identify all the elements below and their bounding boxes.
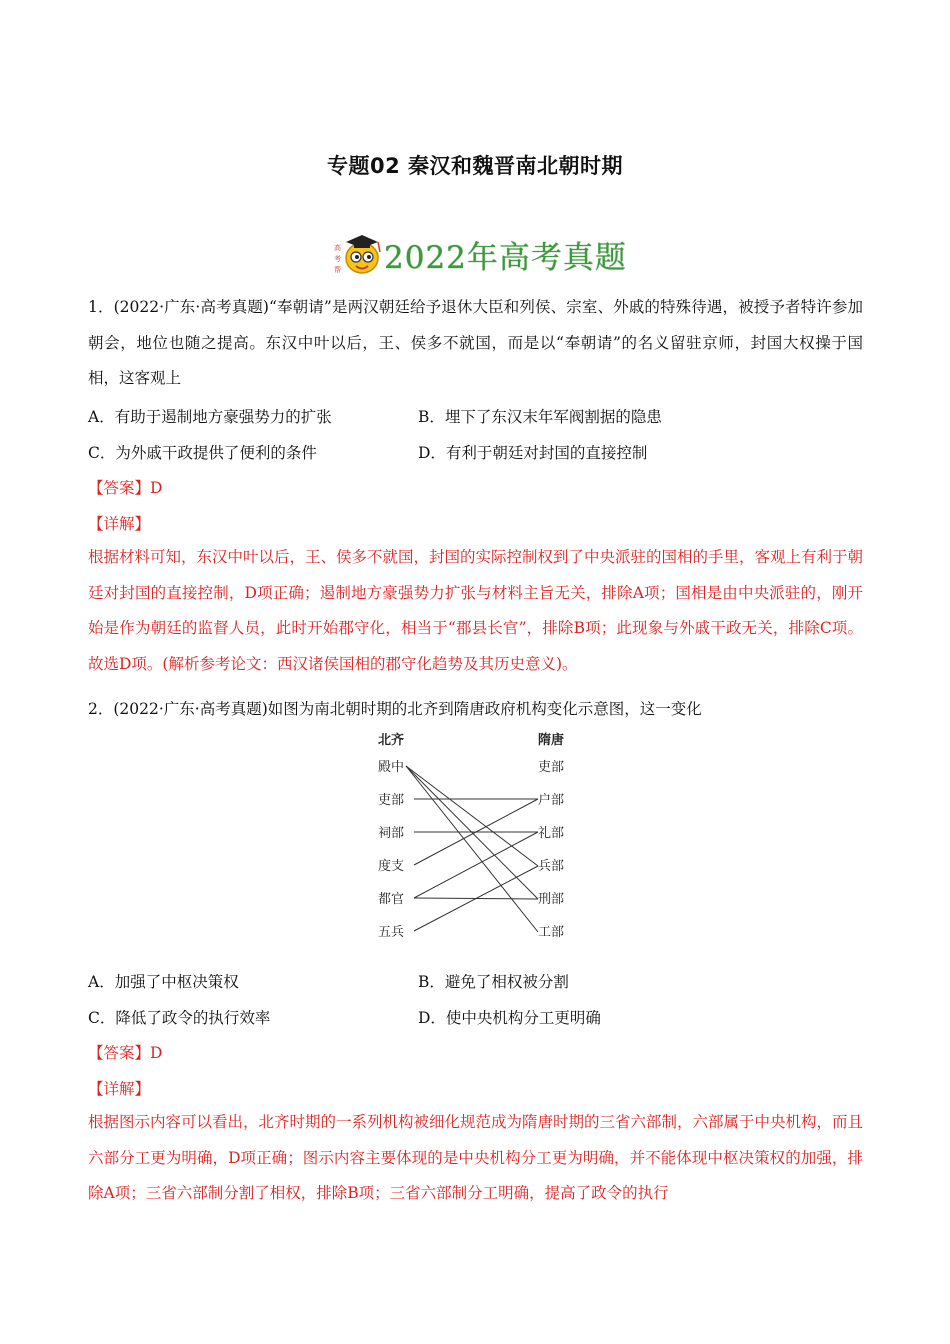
banner [332, 230, 627, 278]
svg-text:考: 考 [334, 255, 341, 263]
q2-explanation: 根据图示内容可以看出，北齐时期的一系列机构被细化规范成为隋唐时期的三省六部制，六部属于中央机构，而且六部分工更为明确，D项正确；图示内容主要体现的是中央机构分工更为明确，并不能体现中枢决策权的加强，排除A项；三省六部制分割了相权，排除B项；三省六部制分工明确，提高了政令的执行 [88, 1113, 864, 1202]
q2-option-a: A．加强了中枢决策权 [88, 973, 239, 991]
q1-option-d: D．有利于朝廷对封国的直接控制 [418, 444, 648, 462]
q1-detail-label: 【详解】 [88, 515, 151, 533]
diagram-right-item: 兵部 [538, 859, 565, 874]
q2-detail-label: 【详解】 [88, 1080, 151, 1098]
diagram-left-item: 都官 [378, 892, 405, 907]
diagram-right-item: 吏部 [538, 760, 565, 775]
page-title: 专题02 秦汉和魏晋南北朝时期 [326, 154, 624, 178]
mascot-logo-icon [332, 230, 384, 278]
diagram-right-item: 户部 [538, 793, 565, 808]
banner-title: 2022年高考真题 [384, 240, 627, 276]
diagram-left-item: 祠部 [378, 826, 405, 841]
diagram-right-item: 刑部 [538, 892, 565, 907]
q2-option-c: C．降低了政令的执行效率 [88, 1009, 271, 1027]
diagram-left-header: 北齐 [378, 733, 405, 748]
q1-option-a: A．有助于遏制地方豪强势力的扩张 [88, 408, 332, 426]
diagram-left-item: 五兵 [378, 925, 405, 940]
q1-option-c: C．为外戚干政提供了便利的条件 [88, 444, 317, 462]
q1-option-b: B．埋下了东汉末年军阀割据的隐患 [418, 408, 662, 426]
q1-stem: 1．(2022·广东·高考真题)“奉朝请”是两汉朝廷给予退休大臣和列侯、宗室、外戚的特殊待遇，被授予者特许参加朝会，地位也随之提高。东汉中叶以后，王、侯多不就国，而是以“奉朝请”的名义留驻京师，封国大权操于国相，这客观上 [88, 298, 863, 387]
diagram-right-item: 礼部 [538, 826, 565, 841]
diagram-connectors [406, 766, 538, 932]
diagram-right-item: 工部 [538, 925, 565, 940]
agency-change-diagram [370, 726, 580, 946]
svg-text:高: 高 [334, 244, 341, 252]
svg-text:帮: 帮 [334, 266, 341, 274]
q2-option-b: B．避免了相权被分割 [418, 973, 569, 991]
q2-answer: 【答案】D [88, 1044, 163, 1062]
q1-explanation: 根据材料可知，东汉中叶以后，王、侯多不就国，封国的实际控制权到了中央派驻的国相的手里，客观上有利于朝廷对封国的直接控制，D项正确；遏制地方豪强势力扩张与材料主旨无关，排除A项；国相是由中央派驻的，刚开始是作为朝廷的监督人员，此时开始郡守化，相当于“郡县长官”，排除B项；此现象与外戚干政无关，排除C项。故选D项。(解析参考论文：西汉诸侯国相的郡守化趋势及其历史意义)。 [88, 548, 864, 673]
diagram-left-item: 度支 [378, 859, 405, 874]
diagram-right-header: 隋唐 [538, 733, 565, 748]
diagram-left-item: 吏部 [378, 793, 405, 808]
q1-answer: 【答案】D [88, 479, 163, 497]
q2-stem: 2．(2022·广东·高考真题)如图为南北朝时期的北齐到隋唐政府机构变化示意图，这一变化 [88, 700, 702, 718]
diagram-left-item: 殿中 [378, 760, 405, 775]
q2-option-d: D．使中央机构分工更明确 [418, 1009, 601, 1027]
